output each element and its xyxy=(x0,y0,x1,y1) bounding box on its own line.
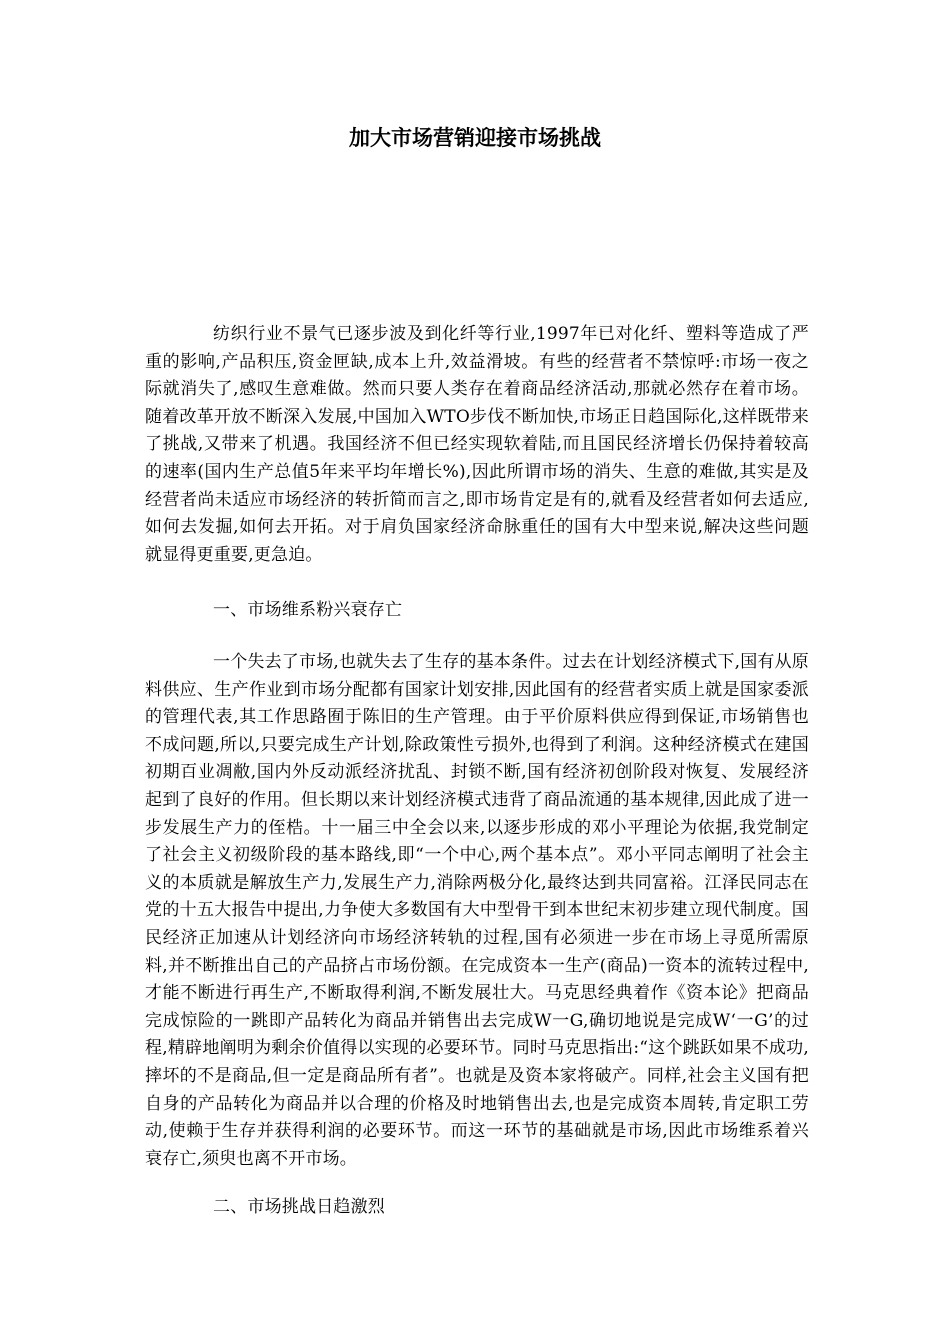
body-paragraph-intro xyxy=(145,321,809,569)
section-heading-text: 一、市场维系粉兴衰存亡 xyxy=(213,600,403,620)
body-paragraph-section-1 xyxy=(145,649,809,1173)
paragraph-text: 纺织行业不景气已逐步波及到化纤等行业,1997年已对化纤、塑料等造成了严重的影响,产品积压,资金匣缺,成本上升,效益滑坡。有些的经营者不禁惊呼:市场一夜之际就消失了,感叹生意难做。然而只要人类存在着商品经济活动,那就必然存在着市场。随着改革开放不断深入发展,中国加入WTO步伐不断加快,市场正日趋国际化,这样既带来了挑战,又带来了机遇。我国经济不但已经实现软着陆,而且国民经济增长仍保持着较高的速率(国内生产总值5年来平均年增长%),因此所谓市场的消失、生意的难做,其实是及经营者尚未适应市场经济的转折简而言之,即市场肯定是有的,就看及经营者如何去适应,如何去发掘,如何去开拓。对于肩负国家经济命脉重任的国有大中型来说,解决这些问题就显得更重要,更急迫。 xyxy=(145,324,809,565)
paragraph-text: 一个失去了市场,也就失去了生存的基本条件。过去在计划经济模式下,国有从原料供应、生产作业到市场分配都有国家计划安排,因此国有的经营者实质上就是国家委派的管理代表,其工作思路囿于陈旧的生产管理。由于平价原料供应得到保证,市场销售也不成问题,所以,只要完成生产计划,除政策性亏损外,也得到了利润。这种经济模式在建国初期百业凋敝,国内外反动派经济扰乱、封锁不断,国有经济初创阶段对恢复、发展经济起到了良好的作用。但长期以来计划经济模式违背了商品流通的基本规律,因此成了进一步发展生产力的侄梏。十一届三中全会以来,以逐步形成的邓小平理论为依据,我党制定了社会主义初级阶段的基本路线,即“一个中心,两个基本点”。邓小平同志阐明了社会主义的本质就是解放生产力,发展生产力,消除两极分化,最终达到共同富裕。江泽民同志在党的十五大报告中提出,力争使大多数国有大中型骨干到本世纪末初步建立现代制度。国民经济正加速从计划经济向市场经济转轨的过程,国有必须进一步在市场上寻觅所需原料,并不断推出自己的产品挤占市场份额。在完成资本一生产(商品)一资本的流转过程中,才能不断进行再生产,不断取得利润,不断发展壮大。马克思经典着作《资本论》把商品完成惊险的一跳即产品转化为商品并销售出去完成W一G,确切地说是完成W‘一G’的过程,精辟地阐明为剩余价值得以实现的必要环节。同时马克思指出:“这个跳跃如果不成功,摔坏的不是商品,但一定是商品所有者”。也就是及资本家将破产。同样,社会主义国有把自身的产品转化为商品并以合理的价格及时地销售出去,也是完成资本周转,肯定职工劳动,使赖于生存并获得利润的必要环节。而这一环节的基础就是市场,因此市场维系着兴衰存亡,须臾也离不开市场。 xyxy=(145,652,810,1169)
section-heading-1 xyxy=(145,597,809,625)
section-heading-2 xyxy=(145,1194,809,1222)
section-heading-text: 二、市场挑战日趋激烈 xyxy=(213,1197,385,1217)
document-title: 加大市场营销迎接市场挑战 xyxy=(349,126,601,150)
